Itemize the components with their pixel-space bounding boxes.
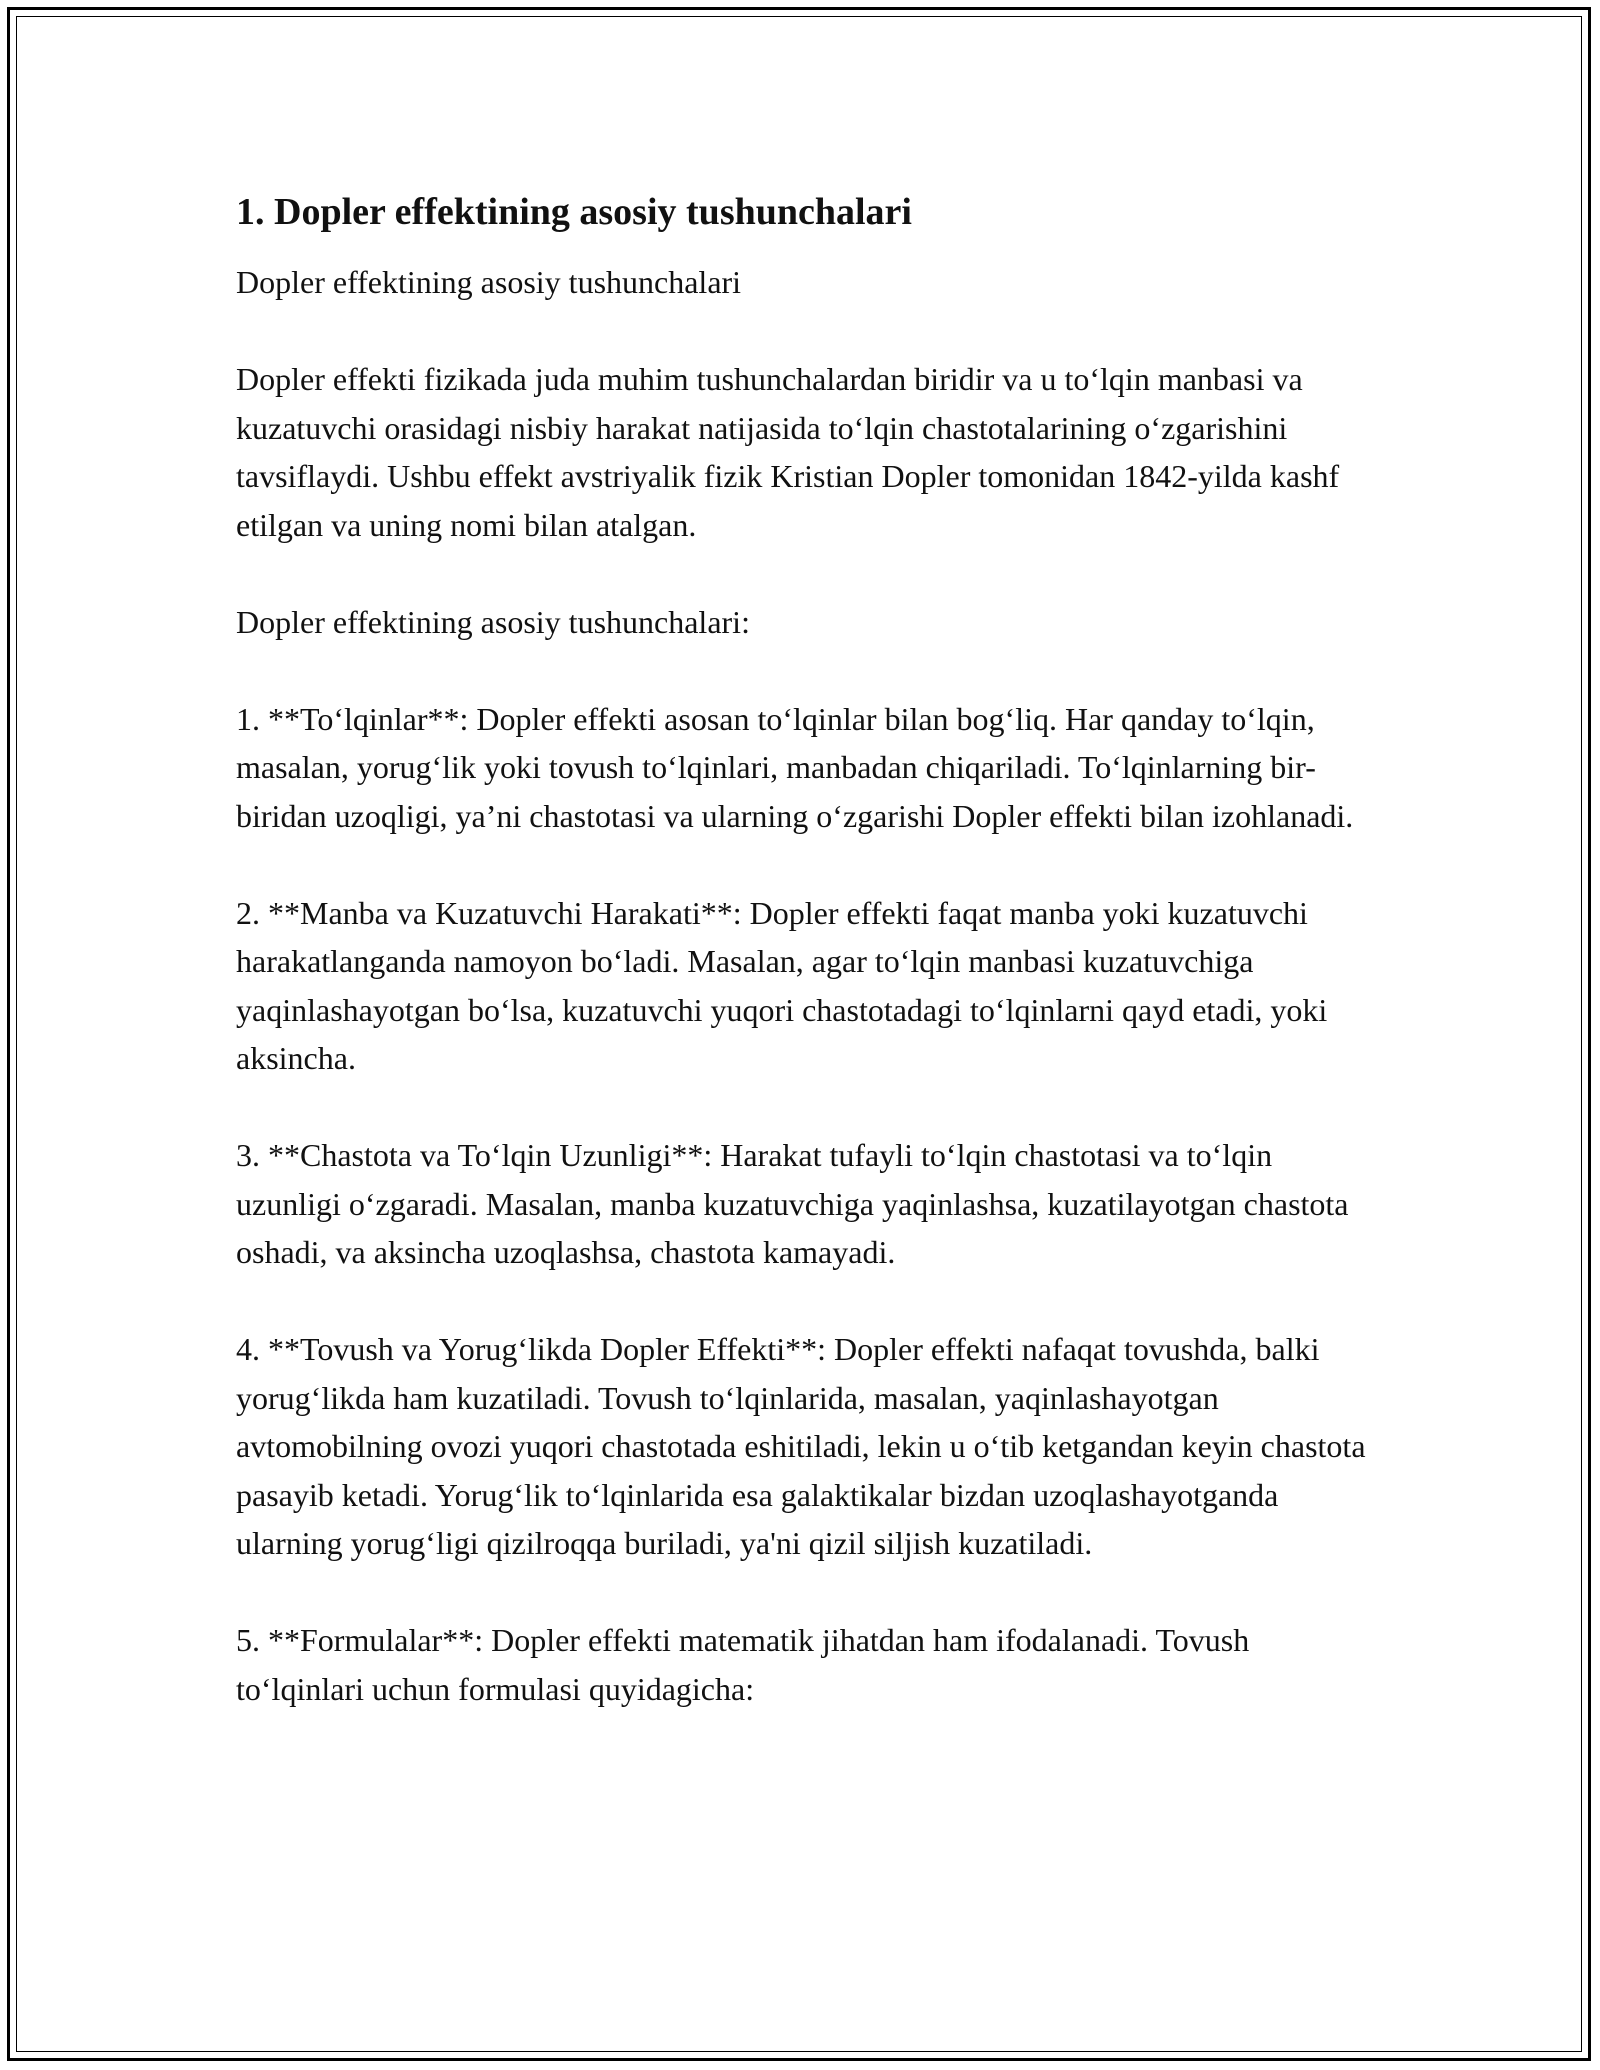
document-body [236, 188, 1376, 1762]
list-item-sound-light: 4. **Tovush va Yorug‘likda Dopler Effekti**: Dopler effekti nafaqat tovushda, balki yorug‘likda ham kuzatiladi. Tovush to‘lqinlarida, masalan, yaqinlashayotgan avtomobilning ovozi yuqori chastotada eshitiladi, lekin u o‘tib ketgandan keyin chastota pasayib ketadi. Yorug‘lik to‘lqinlarida esa galaktikalar bizdan uzoqlashayotganda ularning yorug‘ligi qizilroqqa buriladi, ya'ni qizil siljish kuzatiladi. [236, 1331, 1366, 1561]
document-title: 1. Dopler effektining asosiy tushunchalari [236, 191, 912, 233]
list-item-motion: 2. **Manba va Kuzatuvchi Harakati**: Dopler effekti faqat manba yoki kuzatuvchi harakatlanganda namoyon bo‘ladi. Masalan, agar to‘lqin manbasi kuzatuvchiga yaqinlashayotgan bo‘lsa, kuzatuvchi yuqori chastotadagi to‘lqinlarni qayd etadi, yoki aksincha. [236, 894, 1328, 1076]
list-heading-paragraph: Dopler effektining asosiy tushunchalari: [236, 603, 750, 640]
intro-paragraph: Dopler effekti fizikada juda muhim tushunchalardan biridir va u to‘lqin manbasi va kuzatuvchi orasidagi nisbiy harakat natijasida to‘lqin chastotalarining o‘zgarishini tavsiflaydi. Ushbu effekt avstriyalik fizik Kristian Dopler tomonidan 1842-yilda kashf etilgan va uning nomi bilan atalgan. [236, 361, 1340, 543]
list-item-frequency: 3. **Chastota va To‘lqin Uzunligi**: Harakat tufayli to‘lqin chastotasi va to‘lqin uzunligi o‘zgaradi. Masalan, manba kuzatuvchiga yaqinlashsa, kuzatilayotgan chastota oshadi, va aksincha uzoqlashsa, chastota kamayadi. [236, 1137, 1349, 1270]
subtitle-paragraph: Dopler effektining asosiy tushunchalari [236, 264, 742, 300]
list-item-formulas: 5. **Formulalar**: Dopler effekti matematik jihatdan ham ifodalanadi. Tovush to‘lqinlari uchun formulasi quyidagicha: [236, 1622, 1250, 1707]
list-item-waves: 1. **To‘lqinlar**: Dopler effekti asosan to‘lqinlar bilan bog‘liq. Har qanday to‘lqin, masalan, yorug‘lik yoki tovush to‘lqinlari, manbadan chiqariladi. To‘lqinlarning bir-biridan uzoqligi, ya’ni chastotasi va ularning o‘zgarishi Dopler effekti bilan izohlanadi. [236, 700, 1354, 834]
